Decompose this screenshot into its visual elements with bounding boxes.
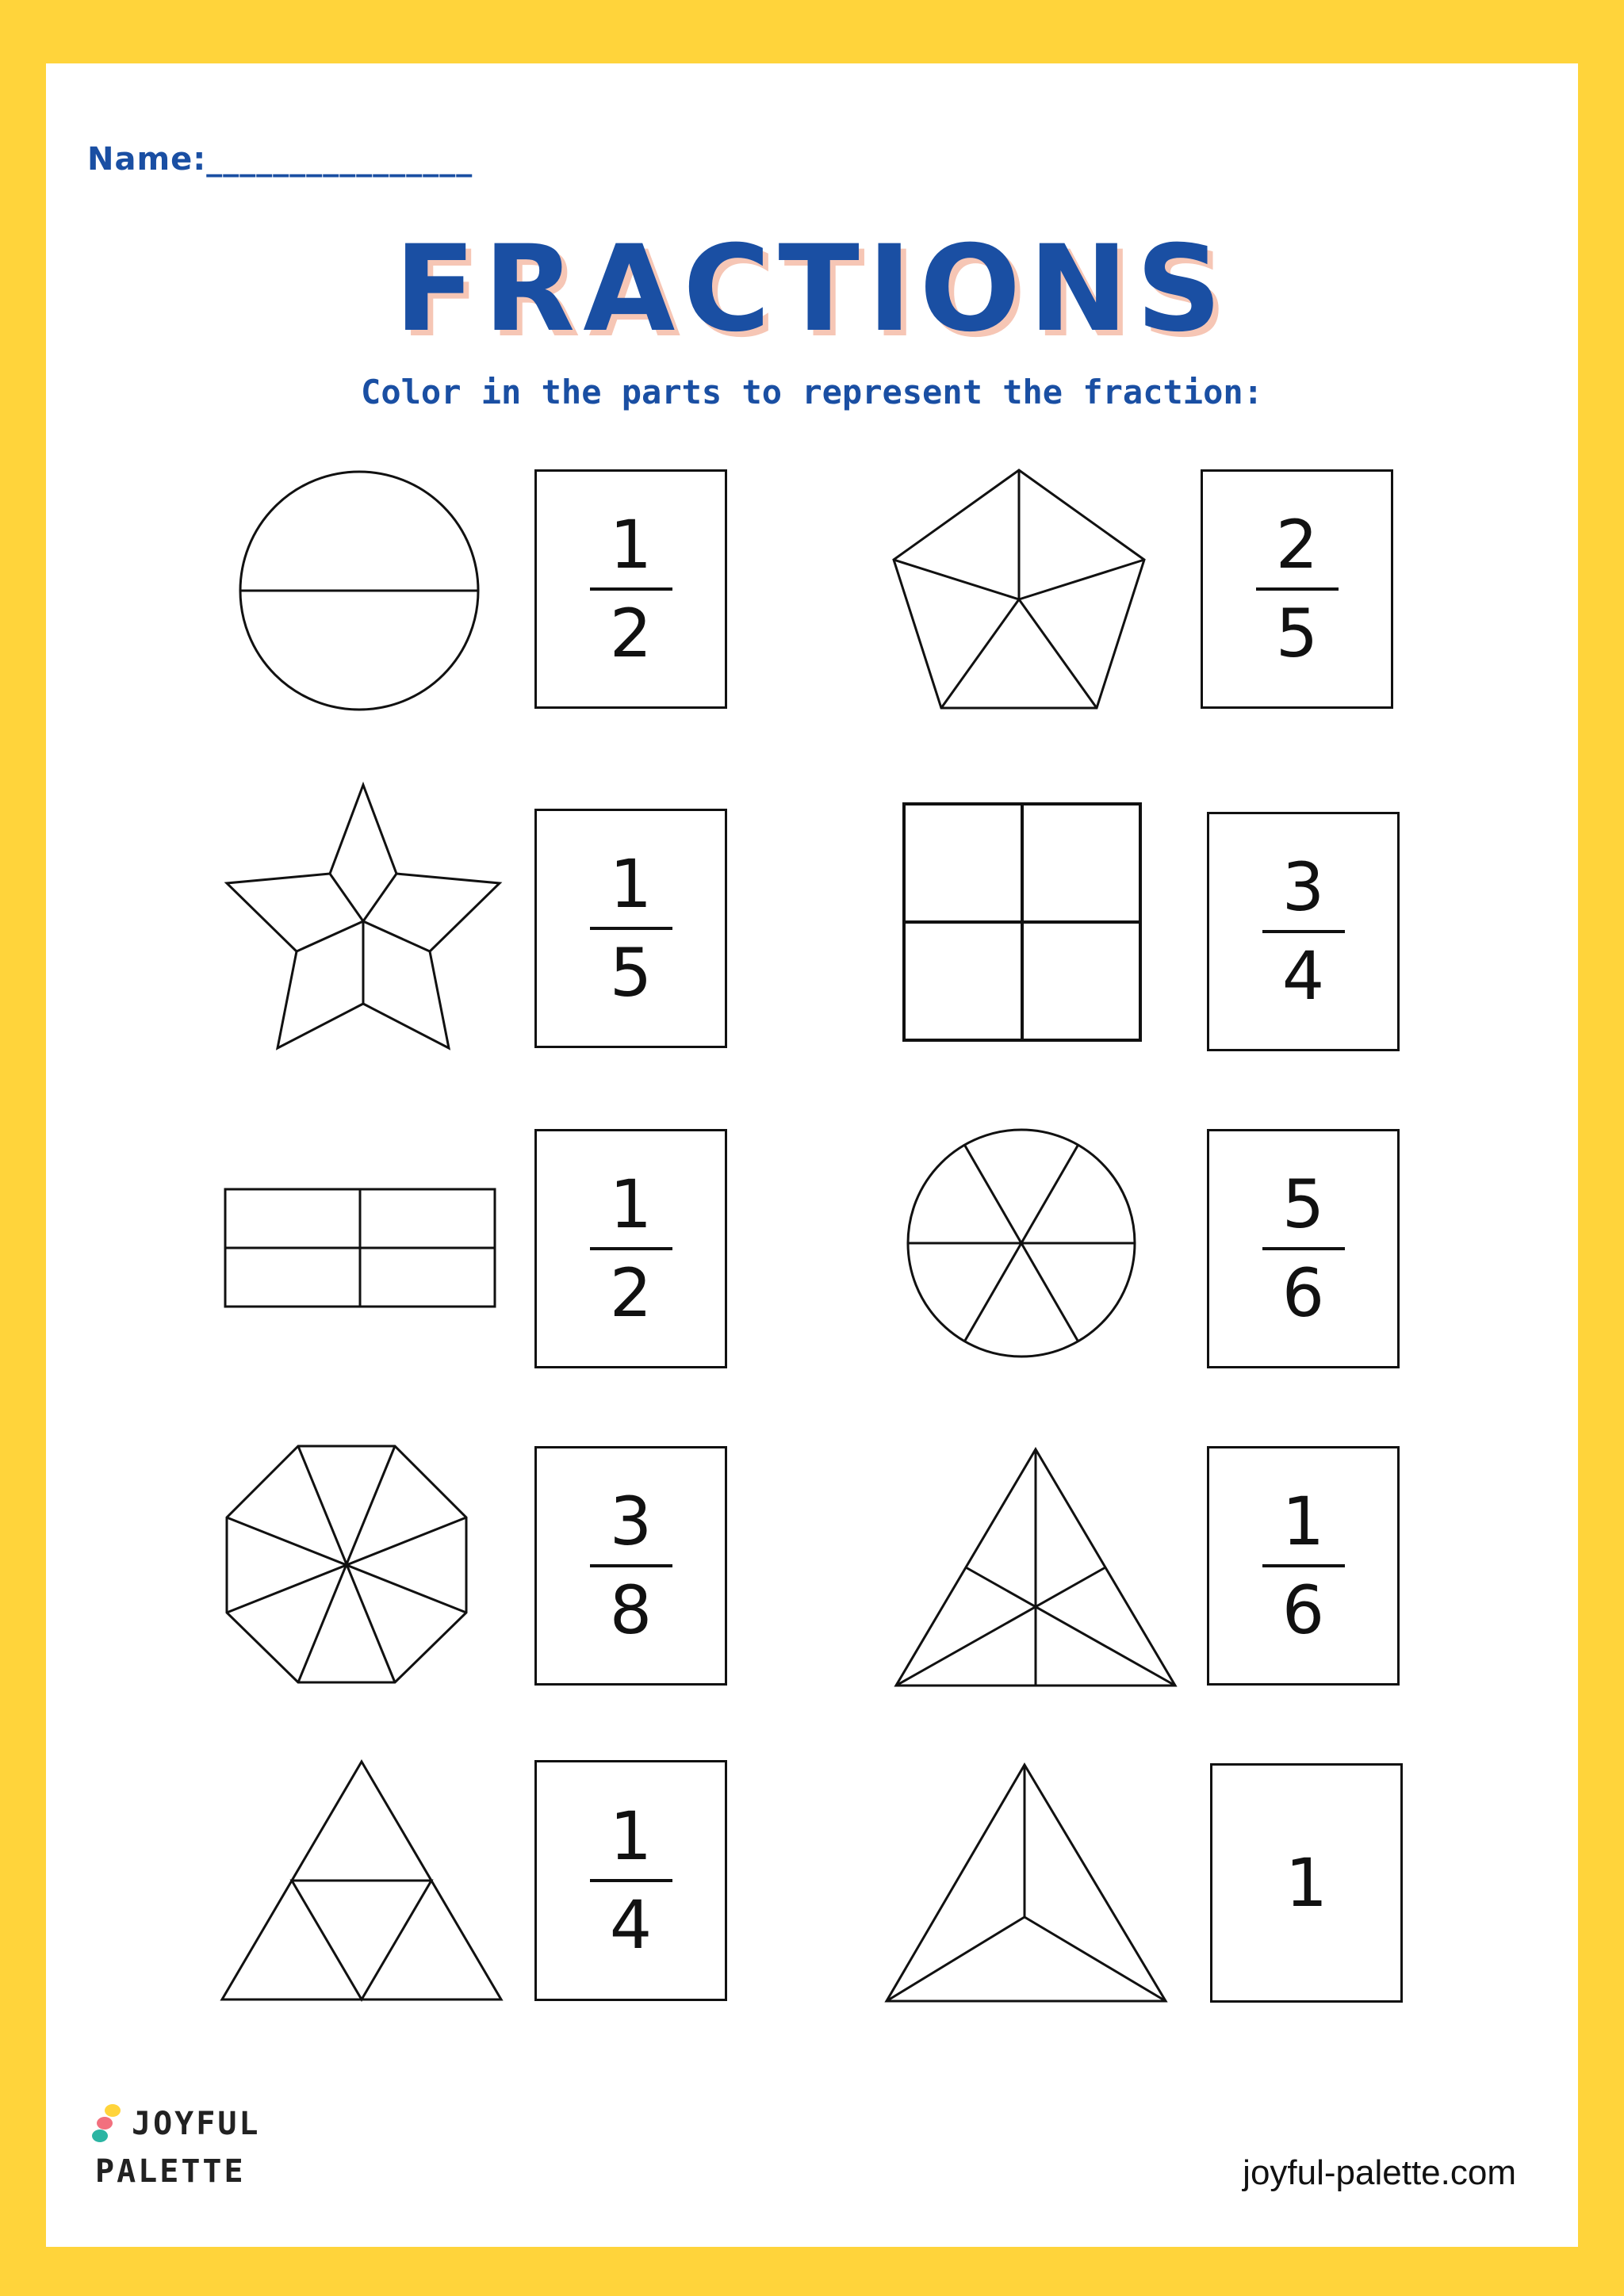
fraction [537, 1166, 725, 1331]
fraction-bar [590, 1879, 672, 1882]
fraction-bar [590, 927, 672, 930]
triangle-thirds-shape [885, 1763, 1167, 2003]
fraction-box [1201, 469, 1393, 709]
logo-line-2: PALETTE [95, 2153, 246, 2190]
rectangle-quarters-shape [224, 1188, 496, 1308]
fraction [1209, 1483, 1397, 1648]
fraction-box [1207, 1446, 1400, 1686]
denominator: 6 [1281, 1571, 1325, 1649]
fraction-bar [590, 1564, 672, 1567]
denominator: 2 [609, 1254, 653, 1332]
denominator: 4 [609, 1886, 653, 1964]
fraction-box [534, 1446, 727, 1686]
fraction [1209, 849, 1397, 1014]
website-url: joyful-palette.com [1243, 2153, 1516, 2192]
logo-line-1: JOYFUL [132, 2106, 261, 2142]
denominator: 6 [1281, 1254, 1325, 1332]
fraction-box [534, 469, 727, 709]
fraction [537, 846, 725, 1011]
circle-halves-shape [236, 468, 482, 714]
fraction [537, 1798, 725, 1963]
fraction-bar [590, 587, 672, 591]
numerator: 3 [1281, 848, 1325, 926]
fraction-box [1207, 812, 1400, 1051]
square-quarters-shape [902, 802, 1142, 1042]
fraction [537, 507, 725, 672]
fraction [537, 1483, 725, 1648]
instructions: Color in the parts to represent the fraction: [361, 373, 1263, 411]
name-field-label: Name:________________ [87, 141, 473, 178]
whole-number: 1 [1285, 1844, 1328, 1922]
denominator: 5 [609, 934, 653, 1012]
fraction-bar [590, 1247, 672, 1250]
numerator: 1 [1281, 1483, 1325, 1560]
page-title: FRACTIONS [394, 220, 1230, 358]
numerator: 5 [1281, 1165, 1325, 1243]
octagon-eighths-shape [225, 1445, 468, 1684]
fraction-box [1210, 1763, 1403, 2003]
numerator: 1 [609, 1165, 653, 1243]
denominator: 5 [1275, 595, 1319, 672]
numerator: 2 [1275, 506, 1319, 584]
logo [89, 2101, 271, 2196]
circle-sixths-shape [906, 1127, 1137, 1359]
numerator: 1 [609, 506, 653, 584]
pentagon-fifths-shape [892, 468, 1146, 710]
triangle-sixths-shape [894, 1448, 1177, 1687]
fraction-box [534, 1760, 727, 2001]
paint-dots-icon [89, 2101, 128, 2149]
fraction-box [534, 1129, 727, 1368]
numerator: 1 [609, 845, 653, 923]
fraction-bar [1262, 1564, 1345, 1567]
triangle-quarters-shape [220, 1760, 503, 2001]
star-fifths-shape [224, 783, 503, 1050]
fraction [1209, 1166, 1397, 1331]
numerator: 1 [609, 1797, 653, 1875]
fraction-bar [1262, 930, 1345, 933]
fraction-box [1207, 1129, 1400, 1368]
denominator: 8 [609, 1571, 653, 1649]
fraction-bar [1256, 587, 1339, 591]
denominator: 2 [609, 595, 653, 672]
numerator: 3 [609, 1483, 653, 1560]
fraction [1203, 507, 1391, 672]
denominator: 4 [1281, 937, 1325, 1015]
fraction-box [534, 809, 727, 1048]
fraction-bar [1262, 1247, 1345, 1250]
